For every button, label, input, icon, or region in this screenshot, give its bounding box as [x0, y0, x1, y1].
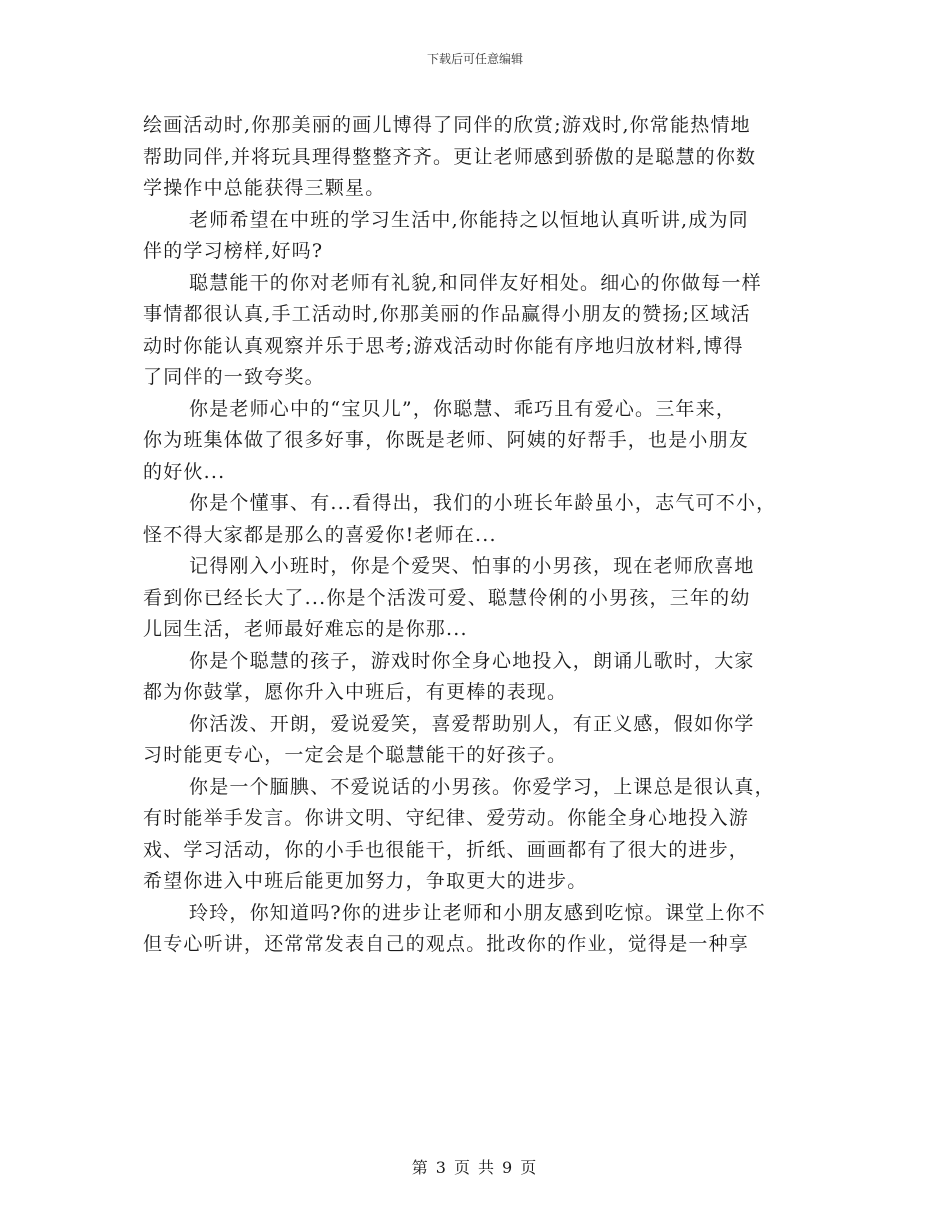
text-line: 有时能举手发言。你讲文明、守纪律、爱劳动。你能全身心地投入游	[143, 807, 750, 829]
text-line: 了同伴的一致夸奖。	[143, 366, 325, 388]
text-line: 你是个聪慧的孩子，游戏时你全身心地投入，朗诵儿歌时，大家	[189, 649, 755, 672]
paragraph	[143, 646, 823, 709]
paragraph	[143, 709, 823, 772]
text-line: 儿园生活，老师最好难忘的是你那...	[143, 618, 468, 640]
text-line: 都为你鼓掌，愿你升入中班后，有更棒的表现。	[143, 681, 568, 703]
page-header: 下载后可任意编辑	[426, 52, 523, 66]
footer-total-word: 共	[478, 1158, 497, 1177]
paragraph	[143, 551, 823, 646]
paragraph	[143, 268, 823, 394]
paragraph	[143, 772, 823, 898]
total-pages-number: 9	[502, 1158, 515, 1177]
text-line: 玲玲，你知道吗?你的进步让老师和小朋友感到吃惊。课堂上你不	[189, 901, 766, 924]
text-line: 怪不得大家都是那么的喜爱你!老师在...	[143, 523, 497, 546]
text-line: 你是一个腼腆、不爱说话的小男孩。你爱学习，上课总是很认真，	[189, 775, 775, 798]
text-line: 戏、学习活动，你的小手也很能干，折纸、画画都有了很大的进步，	[143, 838, 750, 861]
text-line: 绘画活动时,你那美丽的画儿博得了同伴的欣赏;游戏时,你常能热情地	[143, 114, 751, 136]
text-line: 你是个懂事、有...看得出，我们的小班长年龄虽小，志气可不小，	[189, 492, 777, 514]
current-page-number: 3	[435, 1158, 448, 1177]
text-line: 但专心听讲，还常常发表自己的观点。批改你的作业，觉得是一种享	[143, 933, 750, 955]
text-line: 习时能更专心，一定会是个聪慧能干的好孩子。	[143, 744, 568, 766]
text-line: 事情都很认真,手工活动时,你那美丽的作品赢得小朋友的赞扬;区域活	[143, 303, 751, 325]
document-body	[143, 110, 823, 961]
text-line: 你是老师心中的“宝贝儿”，你聪慧、乖巧且有爱心。三年来，	[189, 397, 737, 420]
text-line: 动时你能认真观察并乐于思考;游戏活动时你能有序地归放材料,博得	[143, 334, 744, 357]
text-line: 你活泼、开朗，爱说爱笑，喜爱帮助别人，有正义感，假如你学	[189, 712, 755, 735]
paragraph	[143, 394, 823, 489]
text-line: 学操作中总能获得三颗星。	[143, 177, 386, 199]
text-line: 帮助同伴,并将玩具理得整整齐齐。更让老师感到骄傲的是聪慧的你数	[143, 145, 757, 168]
text-line: 的好伙...	[143, 460, 226, 483]
text-line: 老师希望在中班的学习生活中,你能持之以恒地认真听讲,成为同	[189, 208, 749, 231]
footer-suffix: 页	[520, 1158, 539, 1177]
page-footer	[0, 1155, 950, 1178]
footer-page-word: 页	[453, 1158, 472, 1177]
paragraph	[143, 898, 823, 961]
paragraph	[143, 205, 823, 268]
footer-prefix: 第	[411, 1158, 430, 1177]
text-line: 聪慧能干的你对老师有礼貌,和同伴友好相处。细心的你做每一样	[189, 271, 762, 294]
text-line: 伴的学习榜样,好吗?	[143, 240, 324, 262]
text-line: 希望你进入中班后能更加努力，争取更大的进步。	[143, 870, 588, 892]
text-line: 你为班集体做了很多好事，你既是老师、阿姨的好帮手，也是小朋友	[143, 429, 750, 451]
text-line: 记得刚入小班时，你是个爱哭、怕事的小男孩，现在老师欣喜地	[189, 555, 755, 577]
text-line: 看到你已经长大了...你是个活泼可爱、聪慧伶俐的小男孩，三年的幼	[143, 586, 751, 609]
paragraph	[143, 110, 823, 205]
paragraph	[143, 488, 823, 551]
